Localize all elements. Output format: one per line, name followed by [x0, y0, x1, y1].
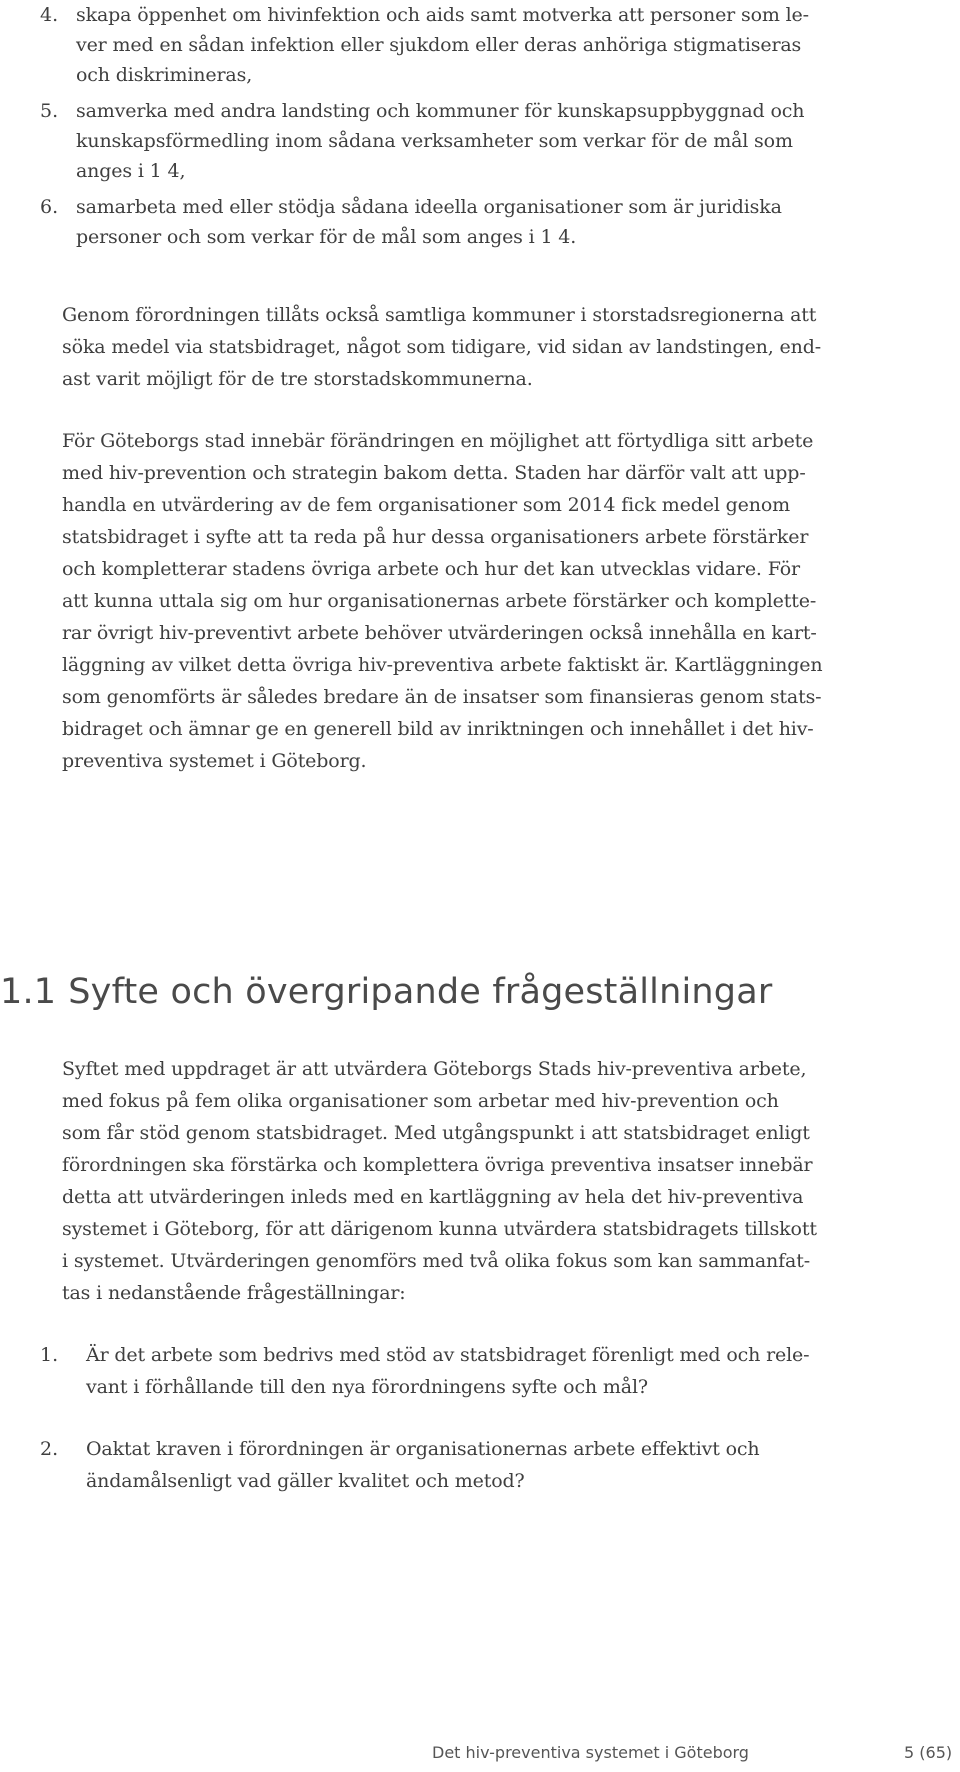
paragraph-line: läggning av vilket detta övriga hiv-preventiva arbete faktiskt är. Kartläggningen	[62, 654, 823, 676]
paragraph-line: För Göteborgs stad innebär förändringen en möjlighet att förtydliga sitt arbete	[62, 430, 814, 452]
paragraph-line: med fokus på fem olika organisationer som arbetar med hiv-prevention och	[62, 1090, 779, 1112]
list-item-number: 6.	[40, 196, 59, 218]
paragraph-line: bidraget och ämnar ge en generell bild av inriktningen och innehållet i det hiv-	[62, 718, 814, 740]
paragraph-line: och kompletterar stadens övriga arbete och hur det kan utvecklas vidare. För	[62, 558, 800, 580]
list-item-text: skapa öppenhet om hivinfektion och aids samt motverka att personer som le-	[76, 4, 809, 26]
section-number: 1.1	[0, 972, 57, 1012]
list-item-text: ver med en sådan infektion eller sjukdom eller deras anhöriga stigmatiseras	[76, 34, 802, 56]
paragraph-line: Syftet med uppdraget är att utvärdera Göteborgs Stads hiv-preventiva arbete,	[62, 1058, 807, 1080]
section-title: Syfte och övergripande frågeställningar	[68, 972, 773, 1012]
paragraph-line: handla en utvärdering av de fem organisationer som 2014 fick medel genom	[62, 494, 791, 516]
list-item-number: 2.	[40, 1438, 59, 1460]
list-item-text: samverka med andra landsting och kommuner för kunskapsuppbyggnad och	[76, 100, 805, 122]
list-item-text: Oaktat kraven i förordningen är organisationernas arbete effektivt och	[86, 1438, 760, 1460]
paragraph-line: rar övrigt hiv-preventivt arbete behöver utvärderingen också innehålla en kart-	[62, 622, 817, 644]
footer-page-number: 5 (65)	[904, 1743, 953, 1762]
paragraph-line: preventiva systemet i Göteborg.	[62, 750, 367, 772]
list-item-number: 4.	[40, 4, 59, 26]
paragraph-line: tas i nedanstående frågeställningar:	[62, 1282, 406, 1304]
list-item-text: anges i 1 4,	[76, 160, 186, 182]
paragraph-line: i systemet. Utvärderingen genomförs med två olika fokus som kan sammanfat-	[62, 1250, 810, 1272]
paragraph-line: förordningen ska förstärka och komplettera övriga preventiva insatser innebär	[62, 1154, 813, 1176]
list-item-number: 1.	[40, 1344, 59, 1366]
paragraph-line: söka medel via statsbidraget, något som tidigare, vid sidan av landstingen, end-	[62, 336, 821, 358]
paragraph-line: detta att utvärderingen inleds med en kartläggning av hela det hiv-preventiva	[62, 1186, 804, 1208]
list-item-text: Är det arbete som bedrivs med stöd av statsbidraget förenligt med och rele-	[86, 1344, 810, 1366]
list-item-text: vant i förhållande till den nya förordningens syfte och mål?	[86, 1376, 648, 1398]
list-item-number: 5.	[40, 100, 59, 122]
paragraph-line: ast varit möjligt för de tre storstadskommunerna.	[62, 368, 533, 390]
paragraph-line: Genom förordningen tillåts också samtliga kommuner i storstadsregionerna att	[62, 304, 817, 326]
list-item-text: ändamålsenligt vad gäller kvalitet och metod?	[86, 1470, 525, 1492]
paragraph-line: att kunna uttala sig om hur organisationernas arbete förstärker och komplette-	[62, 590, 817, 612]
section-heading	[0, 968, 772, 1016]
paragraph-line: systemet i Göteborg, för att därigenom kunna utvärdera statsbidragets tillskott	[62, 1218, 817, 1240]
paragraph-line: som genomförts är således bredare än de insatser som finansieras genom stats-	[62, 686, 822, 708]
paragraph-line: med hiv-prevention och strategin bakom detta. Staden har därför valt att upp-	[62, 462, 806, 484]
list-item-text: personer och som verkar för de mål som anges i 1 4.	[76, 226, 577, 248]
list-item-text: och diskrimineras,	[76, 64, 253, 86]
list-item-text: samarbeta med eller stödja sådana ideella organisationer som är juridiska	[76, 196, 782, 218]
paragraph-line: statsbidraget i syfte att ta reda på hur dessa organisationers arbete förstärker	[62, 526, 809, 548]
paragraph-line: som får stöd genom statsbidraget. Med utgångspunkt i att statsbidraget enligt	[62, 1122, 810, 1144]
footer-document-title: Det hiv-preventiva systemet i Göteborg	[432, 1743, 749, 1762]
list-item-text: kunskapsförmedling inom sådana verksamheter som verkar för de mål som	[76, 130, 793, 152]
